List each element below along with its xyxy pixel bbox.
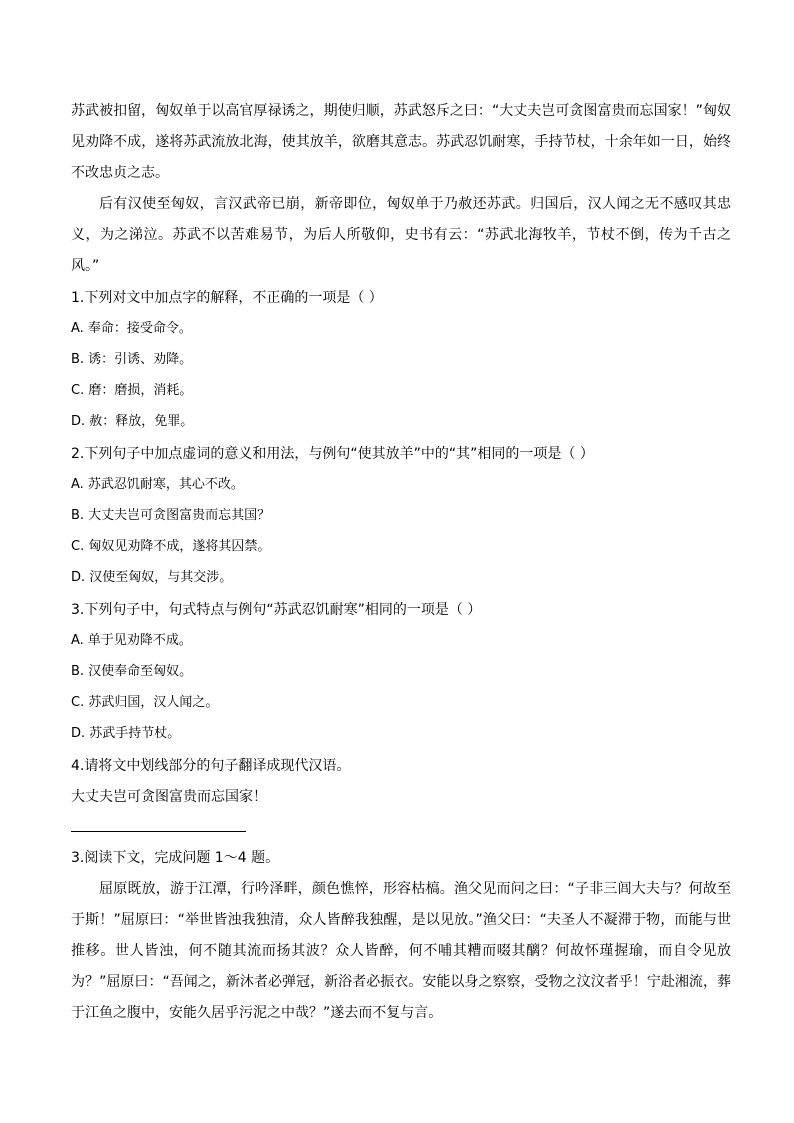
question-3-stem: 3.下列句子中，句式特点与例句“苏武忍饥耐寒”相同的一项是（ ）	[71, 602, 482, 618]
passage-paragraph-1: 苏武被扣留，匈奴单于以高官厚禄诱之，期使归顺，苏武怒斥之曰：“大丈夫岂可贪图富贵而忘国家！”匈奴见劝降不成，遂将苏武流放北海，使其放羊，欲磨其意志。苏武忍饥耐寒，手持节杖，十余年如一日，始终不改忠贞之志。	[71, 103, 731, 181]
question-1-option-d: D. 赦：释放，免罪。	[71, 414, 194, 429]
section-3-heading: 3.阅读下文，完成问题 1～4 题。	[71, 850, 280, 866]
question-2-option-d: D. 汉使至匈奴，与其交涉。	[71, 570, 233, 585]
question-3-option-d: D. 苏武手持节杖。	[71, 726, 181, 741]
question-3-option-b: B. 汉使奉命至匈奴。	[71, 664, 193, 679]
question-2-option-b: B. 大丈夫岂可贪图富贵而忘其国？	[71, 508, 271, 523]
question-1-option-a: A. 奉命：接受命令。	[71, 321, 192, 336]
section-3-passage: 屈原既放，游于江潭，行吟泽畔，颜色憔悴，形容枯槁。渔父见而问之曰：“子非三闾大夫与？何故至于斯！”屈原曰：“举世皆浊我独清，众人皆醉我独醒，是以见放。”渔父曰：“夫圣人不凝滞于物，而能与世推移。世人皆浊，何不随其流而扬其波？众人皆醉，何不哺其糟而啜其醨？何故怀瑾握瑜，而自令见放为？”屈原曰：“吾闻之，新沐者必弹冠，新浴者必振衣。安能以身之察察，受物之汶汶者乎！宁赴湘流，葬于江鱼之腹中，安能久居乎污泥之中哉？”遂去而不复与言。	[71, 881, 731, 1021]
question-3-option-a: A. 单于见劝降不成。	[71, 633, 192, 648]
question-1-stem: 1.下列对文中加点字的解释，不正确的一项是（ ）	[71, 290, 383, 306]
question-2-option-a: A. 苏武忍饥耐寒，其心不改。	[71, 477, 244, 492]
question-2-option-c: C. 匈奴见劝降不成，遂将其囚禁。	[71, 539, 271, 554]
question-4-sentence: 大丈夫岂可贪图富贵而忘国家！	[71, 789, 267, 805]
question-1-option-b: B. 诱：引诱、劝降。	[71, 352, 193, 367]
question-2-stem: 2.下列句子中加点虚词的意义和用法，与例句“使其放羊”中的“其”相同的一项是（ ）	[71, 446, 594, 462]
question-4-stem: 4.请将文中划线部分的句子翻译成现代汉语。	[71, 758, 351, 774]
question-3-option-c: C. 苏武归国，汉人闻之。	[71, 695, 219, 710]
answer-blank-line	[71, 831, 246, 832]
passage-paragraph-2: 后有汉使至匈奴，言汉武帝已崩，新帝即位，匈奴单于乃赦还苏武。归国后，汉人闻之无不感叹其忠义，为之涕泣。苏武不以苦难易节，为后人所敬仰，史书有云：“苏武北海牧羊，节杖不倒，传为千古之风。”	[71, 196, 731, 274]
question-1-option-c: C. 磨：磨损，消耗。	[71, 383, 193, 398]
